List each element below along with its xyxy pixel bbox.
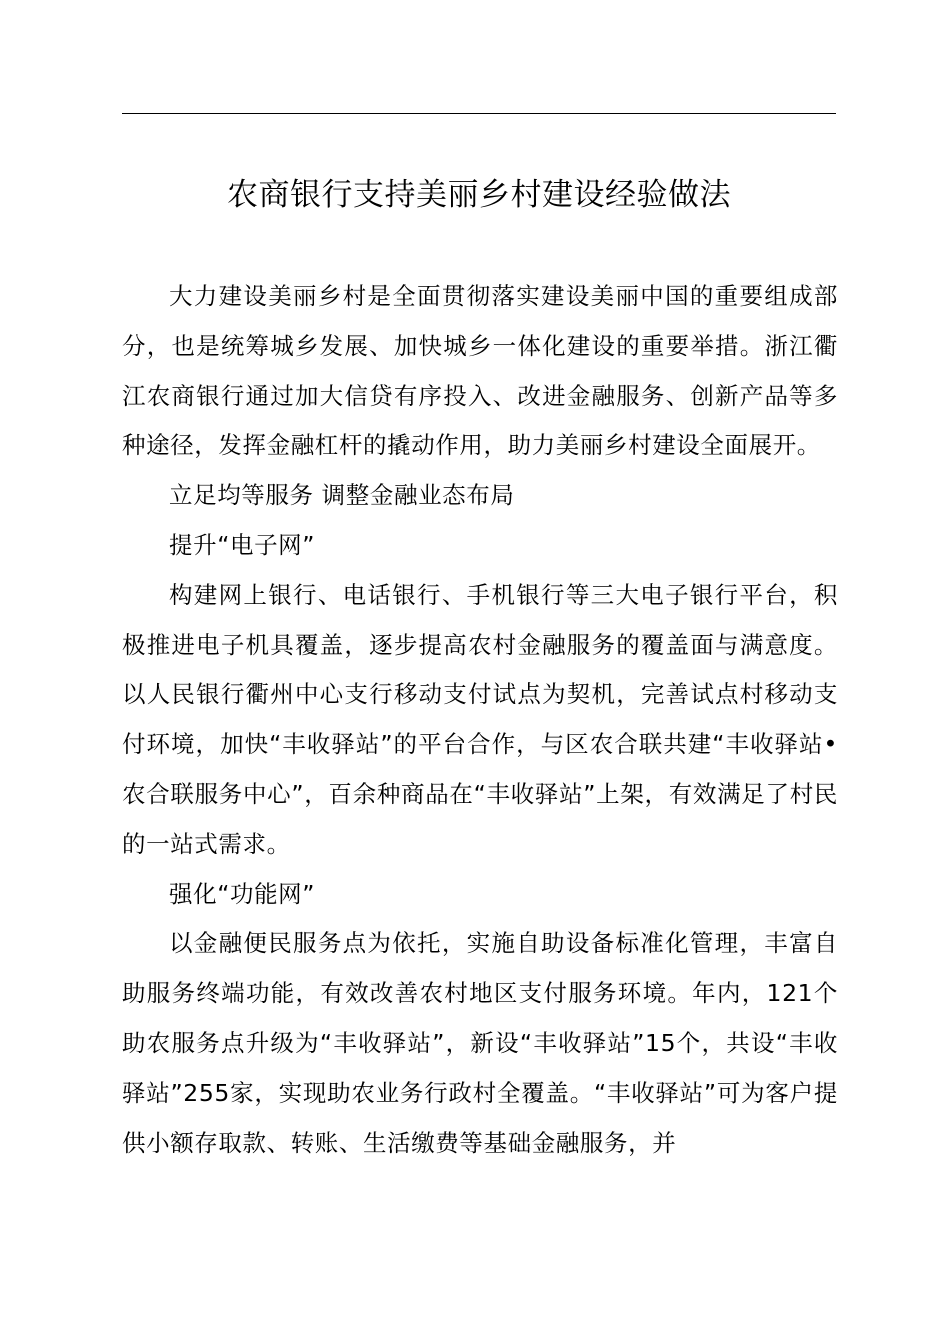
document-title: 农商银行支持美丽乡村建设经验做法 xyxy=(227,177,731,213)
section-heading-equal-services: 立足均等服务 调整金融业态布局 xyxy=(169,481,515,510)
header-rule xyxy=(122,113,836,114)
function-network-paragraph: 以金融便民服务点为依托，实施自助设备标准化管理，丰富自助服务终端功能，有效改善农村地区支付服务环境。年内，121个助农服务点升级为“丰收驿站”，新设“丰收驿站”15个，共设“丰收驿站”255家，实现助农业务行政村全覆盖。“丰收驿站”可为客户提供小额存取款、转账、生活缴费等基础金融服务，并 xyxy=(122,929,838,1157)
subheading-electronic-network: 提升“电子网” xyxy=(169,530,316,559)
intro-paragraph: 大力建设美丽乡村是全面贯彻落实建设美丽中国的重要组成部分，也是统筹城乡发展、加快城乡一体化建设的重要举措。浙江衢江农商银行通过加大信贷有序投入、改进金融服务、创新产品等多种途径，发挥金融杠杆的撬动作用，助力美丽乡村建设全面展开。 xyxy=(122,282,838,460)
subheading-function-network: 强化“功能网” xyxy=(169,879,316,908)
document-body xyxy=(122,272,838,1168)
electronic-network-paragraph: 构建网上银行、电话银行、手机银行等三大电子银行平台，积极推进电子机具覆盖，逐步提高农村金融服务的覆盖面与满意度。以人民银行衢州中心支行移动支付试点为契机，完善试点村移动支付环境，加快“丰收驿站”的平台合作，与区农合联共建“丰收驿站•农合联服务中心”，百余种商品在“丰收驿站”上架，有效满足了村民的一站式需求。 xyxy=(122,580,838,858)
